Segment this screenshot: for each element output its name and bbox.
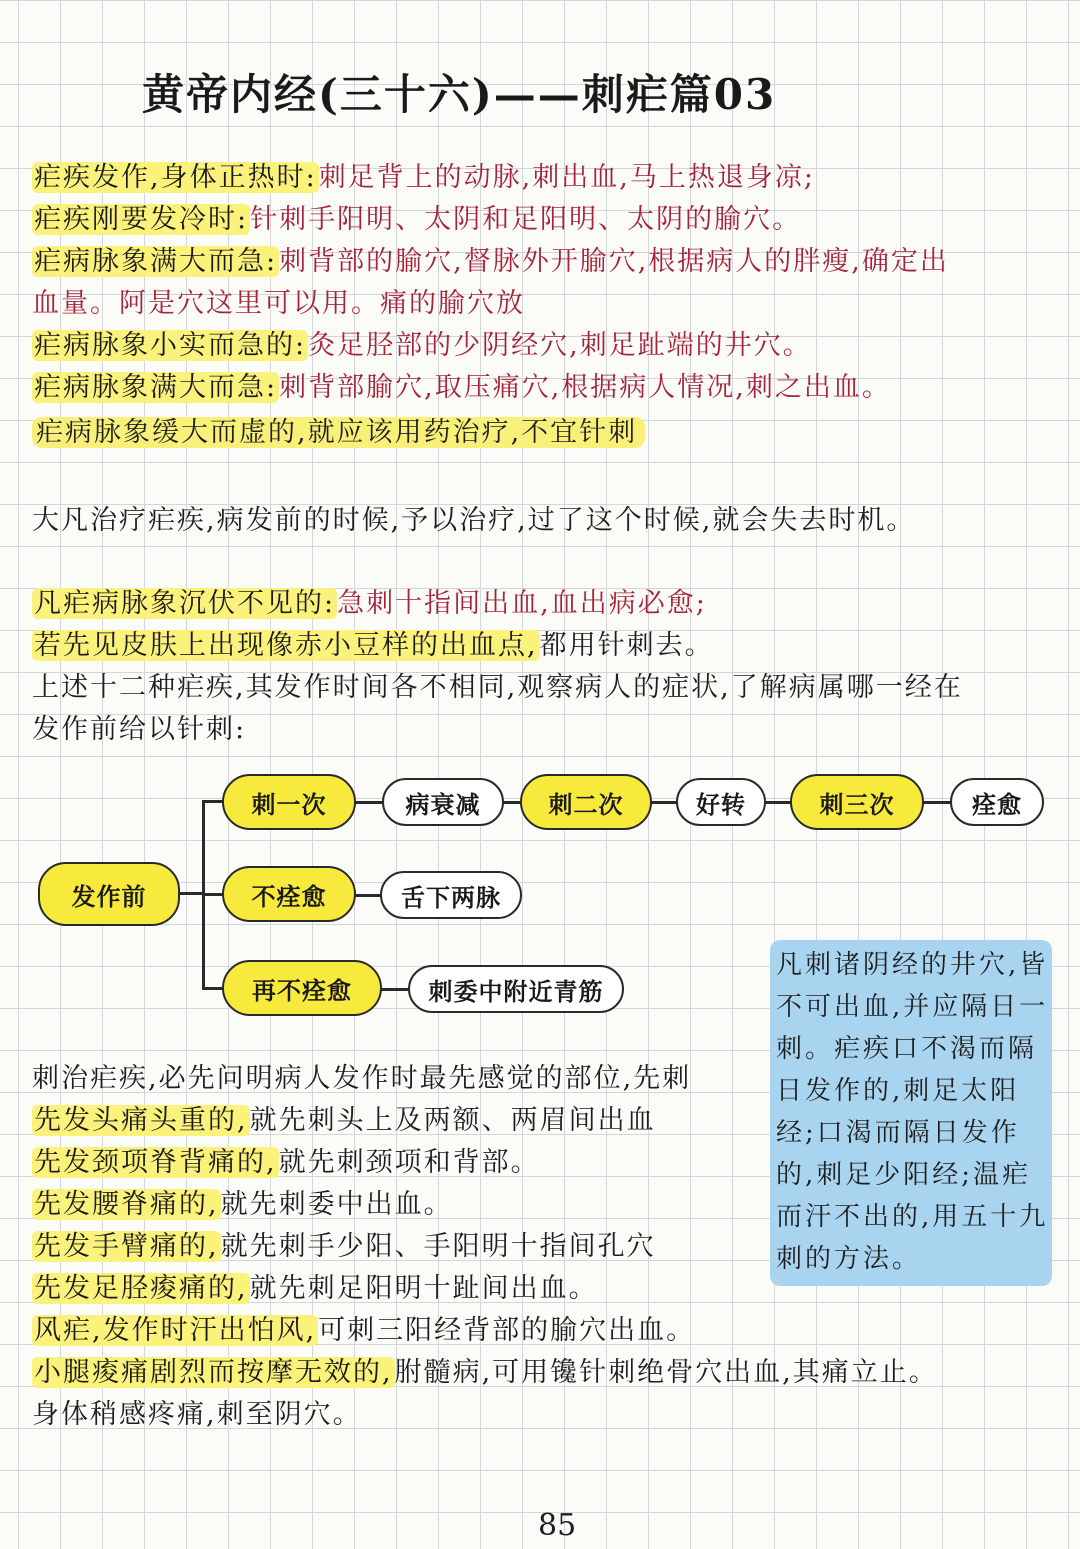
symptom-5-condition: 疟病脉象满大而急:: [34, 372, 278, 403]
connector-b1a-b1b: [502, 801, 522, 804]
connector-root: [178, 892, 203, 895]
intro-line: 刺治疟疾,必先问明病人发作时最先感觉的部位,先刺: [32, 1063, 692, 1094]
node-weizhong-veins: 刺委中附近青筋: [408, 965, 624, 1013]
symptom-3-treatment: 刺背部的腧穴,督脉外开腧穴,根据病人的胖瘦,确定出: [279, 246, 949, 277]
note-line: 刺。疟疾口不渴而隔: [776, 1034, 1038, 1064]
note-line: 凡刺诸阴经的井穴,皆: [776, 950, 1049, 980]
note-line: 不可出血,并应隔日一: [776, 992, 1049, 1022]
connector-b1c-b1d: [764, 801, 792, 804]
list-treatment: 就先刺头上及两额、两眉间出血: [249, 1105, 656, 1136]
hidden-pulse-condition: 凡疟病脉象沉伏不见的:: [34, 588, 336, 619]
page-number: 85: [538, 1508, 577, 1543]
connector-b2-b2a: [354, 894, 382, 897]
list-condition: 风疟,发作时汗出怕风,: [34, 1315, 317, 1346]
node-first-needling: 刺一次: [222, 774, 356, 830]
list-treatment: 就先刺颈项和背部。: [278, 1147, 540, 1178]
connector-b3: [202, 987, 224, 990]
symptom-line-1: [32, 157, 815, 199]
list-condition: 先发颈项脊背痛的,: [34, 1147, 277, 1178]
symptom-5-treatment: 刺背部腧穴,取压痛穴,根据病人情况,刺之出血。: [279, 372, 891, 403]
symptom-3-treatment-cont: 血量。阿是穴这里可以用。痛的腧穴放: [32, 288, 525, 319]
connector-b1d-b1e: [922, 801, 952, 804]
list-item-last: 身体稍感疼痛,刺至阴穴。: [32, 1399, 362, 1430]
symptom-line-4: [32, 325, 812, 367]
para-red-spots: [32, 625, 714, 667]
symptom-2-condition: 疟疾刚要发冷时:: [34, 204, 249, 235]
symptom-line-3: [32, 241, 949, 283]
symptom-4-treatment: 灸足胫部的少阴经穴,刺足趾端的井穴。: [308, 330, 812, 361]
list-treatment: 可刺三阳经背部的腧穴出血。: [318, 1315, 696, 1346]
hidden-pulse-treatment: 急刺十指间出血,血出病必愈;: [337, 588, 707, 619]
list-treatment: 就先刺手少阳、手阳明十指间孔穴: [220, 1231, 656, 1262]
connector-b1: [202, 800, 224, 803]
symptom-2-treatment: 针刺手阳明、太阴和足阳明、太阴的腧穴。: [250, 204, 802, 235]
list-condition: 先发足胫痠痛的,: [34, 1273, 248, 1304]
connector-b1b-b1c: [650, 801, 678, 804]
node-relief: 病衰减: [382, 778, 504, 826]
list-item: [32, 1226, 656, 1268]
node-sublingual-veins: 舌下两脉: [380, 871, 522, 919]
connector-b1-b1a: [354, 801, 384, 804]
list-condition: 先发手臂痛的,: [34, 1231, 219, 1262]
node-not-cured: 不痊愈: [222, 866, 356, 922]
para-twelve-types: 上述十二种疟疾,其发作时间各不相同,观察病人的症状,了解病属哪一经在: [32, 672, 963, 703]
list-item: [32, 1268, 598, 1310]
note-line: 而汗不出的,用五十九: [776, 1202, 1049, 1232]
symptom-line-5: [32, 367, 891, 409]
list-treatment: 就先刺足阳明十趾间出血。: [249, 1273, 598, 1304]
symptom-3-condition: 疟病脉象满大而急:: [34, 246, 278, 277]
symptom-line-2: [32, 199, 801, 241]
note-line: 的,刺足少阳经;温疟: [776, 1160, 1032, 1190]
list-condition: 小腿痠痛剧烈而按摩无效的,: [34, 1357, 393, 1388]
highlight-line: 疟病脉象缓大而虚的,就应该用药治疗,不宜针刺: [32, 417, 645, 448]
note-line: 经;口渴而隔日发作: [776, 1118, 1020, 1148]
list-item: [32, 1352, 938, 1394]
red-spots-condition: 若先见皮肤上出现像赤小豆样的出血点,: [34, 630, 538, 661]
para-twelve-types-cont: 发作前给以针刺:: [32, 714, 247, 745]
symptom-1-condition: 疟疾发作,身体正热时:: [34, 162, 317, 193]
symptom-4-condition: 疟病脉象小实而急的:: [34, 330, 307, 361]
list-treatment: 胕髓病,可用镵针刺绝骨穴出血,其痛立止。: [394, 1357, 938, 1388]
node-improvement: 好转: [676, 778, 766, 826]
note-box: [770, 940, 1052, 1286]
list-item: [32, 1142, 540, 1184]
red-spots-treatment: 都用针刺去。: [539, 630, 714, 661]
list-item: [32, 1184, 453, 1226]
list-condition: 先发头痛头重的,: [34, 1105, 248, 1136]
symptom-line-3-cont: [32, 283, 525, 325]
node-cured: 痊愈: [950, 778, 1044, 826]
para-hidden-pulse: [32, 583, 707, 625]
connector-b2: [202, 893, 224, 896]
node-root: 发作前: [38, 862, 180, 926]
list-treatment: 就先刺委中出血。: [220, 1189, 453, 1220]
list-item: [32, 1100, 656, 1142]
page-title: 黄帝内经(三十六)——刺疟篇03: [142, 70, 777, 119]
note-line: 刺的方法。: [776, 1244, 922, 1274]
node-third-needling: 刺三次: [790, 774, 924, 830]
list-condition: 先发腰脊痛的,: [34, 1189, 219, 1220]
symptom-line-6: [32, 412, 645, 454]
symptom-1-treatment: 刺足背上的动脉,刺出血,马上热退身凉;: [318, 162, 815, 193]
connector-b3-b3a: [380, 988, 410, 991]
node-still-not-cured: 再不痊愈: [222, 960, 382, 1016]
para-timing: 大凡治疗疟疾,病发前的时候,予以治疗,过了这个时候,就会失去时机。: [32, 505, 916, 536]
list-item: [32, 1310, 695, 1352]
node-second-needling: 刺二次: [520, 774, 652, 830]
note-line: 日发作的,刺足太阳: [776, 1076, 1020, 1106]
